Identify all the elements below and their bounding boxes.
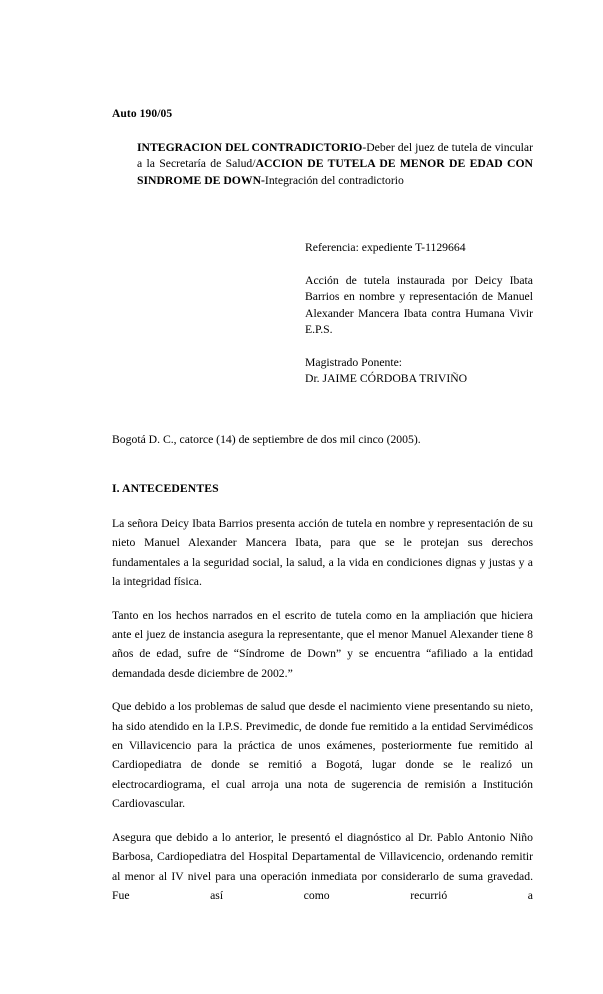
reference-expediente: Referencia: expediente T-1129664	[305, 241, 466, 254]
body-text	[112, 514, 533, 905]
body-paragraph: Asegura que debido a lo anterior, le presentó el diagnóstico al Dr. Pablo Antonio Niño Barbosa, Cardiopediatra del Hospital Departamental de Villavicencio, ordenando remitir al menor al IV nivel para una operación inmediata por considerarlo de suma gravedad. Fue así como recurrió a	[112, 830, 533, 902]
document-number: Auto 190/05	[112, 108, 173, 120]
headnote-bold-second: ACCION DE TUTELA DE MENOR DE EDAD CON SINDROME DE DOWN-	[137, 157, 533, 187]
headnote-mid-regular: -Deber del juez de tutela de vincular a la Secretaría de Salud/	[137, 141, 533, 171]
section-heading-antecedentes: I. ANTECEDENTES	[112, 482, 219, 495]
reference-accion: Acción de tutela instaurada por Deicy Ibata Barrios en nombre y representación de Manuel Alexander Mancera Ibata contra Humana Vivir E.P.S.	[305, 273, 533, 337]
headnote-bold-lead: INTEGRACION DEL CONTRADICTORIO	[137, 141, 363, 154]
headnote-block	[137, 140, 533, 189]
body-paragraph: Que debido a los problemas de salud que desde el nacimiento viene presentando su nieto, ha sido atendido en la I.P.S. Previmedic, de donde fue remitido a la entidad Servimédicos en Villavicencio para la práctica de unos exámenes, posteriormente fue remitido al Cardiopediatra de donde se remitió a Bogotá, lugar donde se le realizó un electrocardiograma, el cual arroja una nota de sugerencia de remisión a Institución Cardiovascular.	[112, 700, 533, 811]
reference-ponente-name: Dr. JAIME CÓRDOBA TRIVIÑO	[305, 372, 468, 386]
body-paragraph: Tanto en los hechos narrados en el escrito de tutela como en la ampliación que hiciera ante el juez de instancia asegura la representante, que el menor Manuel Alexander tiene 8 años de edad, sufre de “Síndrome de Down” y se encuentra “afiliado a la entidad demandada desde diciembre de 2002.”	[112, 608, 533, 680]
dateline: Bogotá D. C., catorce (14) de septiembre de dos mil cinco (2005).	[112, 433, 421, 446]
headnote-trailing-regular: Integración del contradictorio	[264, 173, 404, 187]
body-paragraph: La señora Deicy Ibata Barrios presenta acción de tutela en nombre y representación de su nieto Manuel Alexander Mancera Ibata, para que se le protejan sus derechos fundamentales a la seguridad social, la salud, a la vida en condiciones dignas y justas y a la integridad física.	[112, 517, 533, 589]
reference-ponente-label: Magistrado Ponente:	[305, 355, 403, 369]
reference-block	[305, 240, 533, 388]
